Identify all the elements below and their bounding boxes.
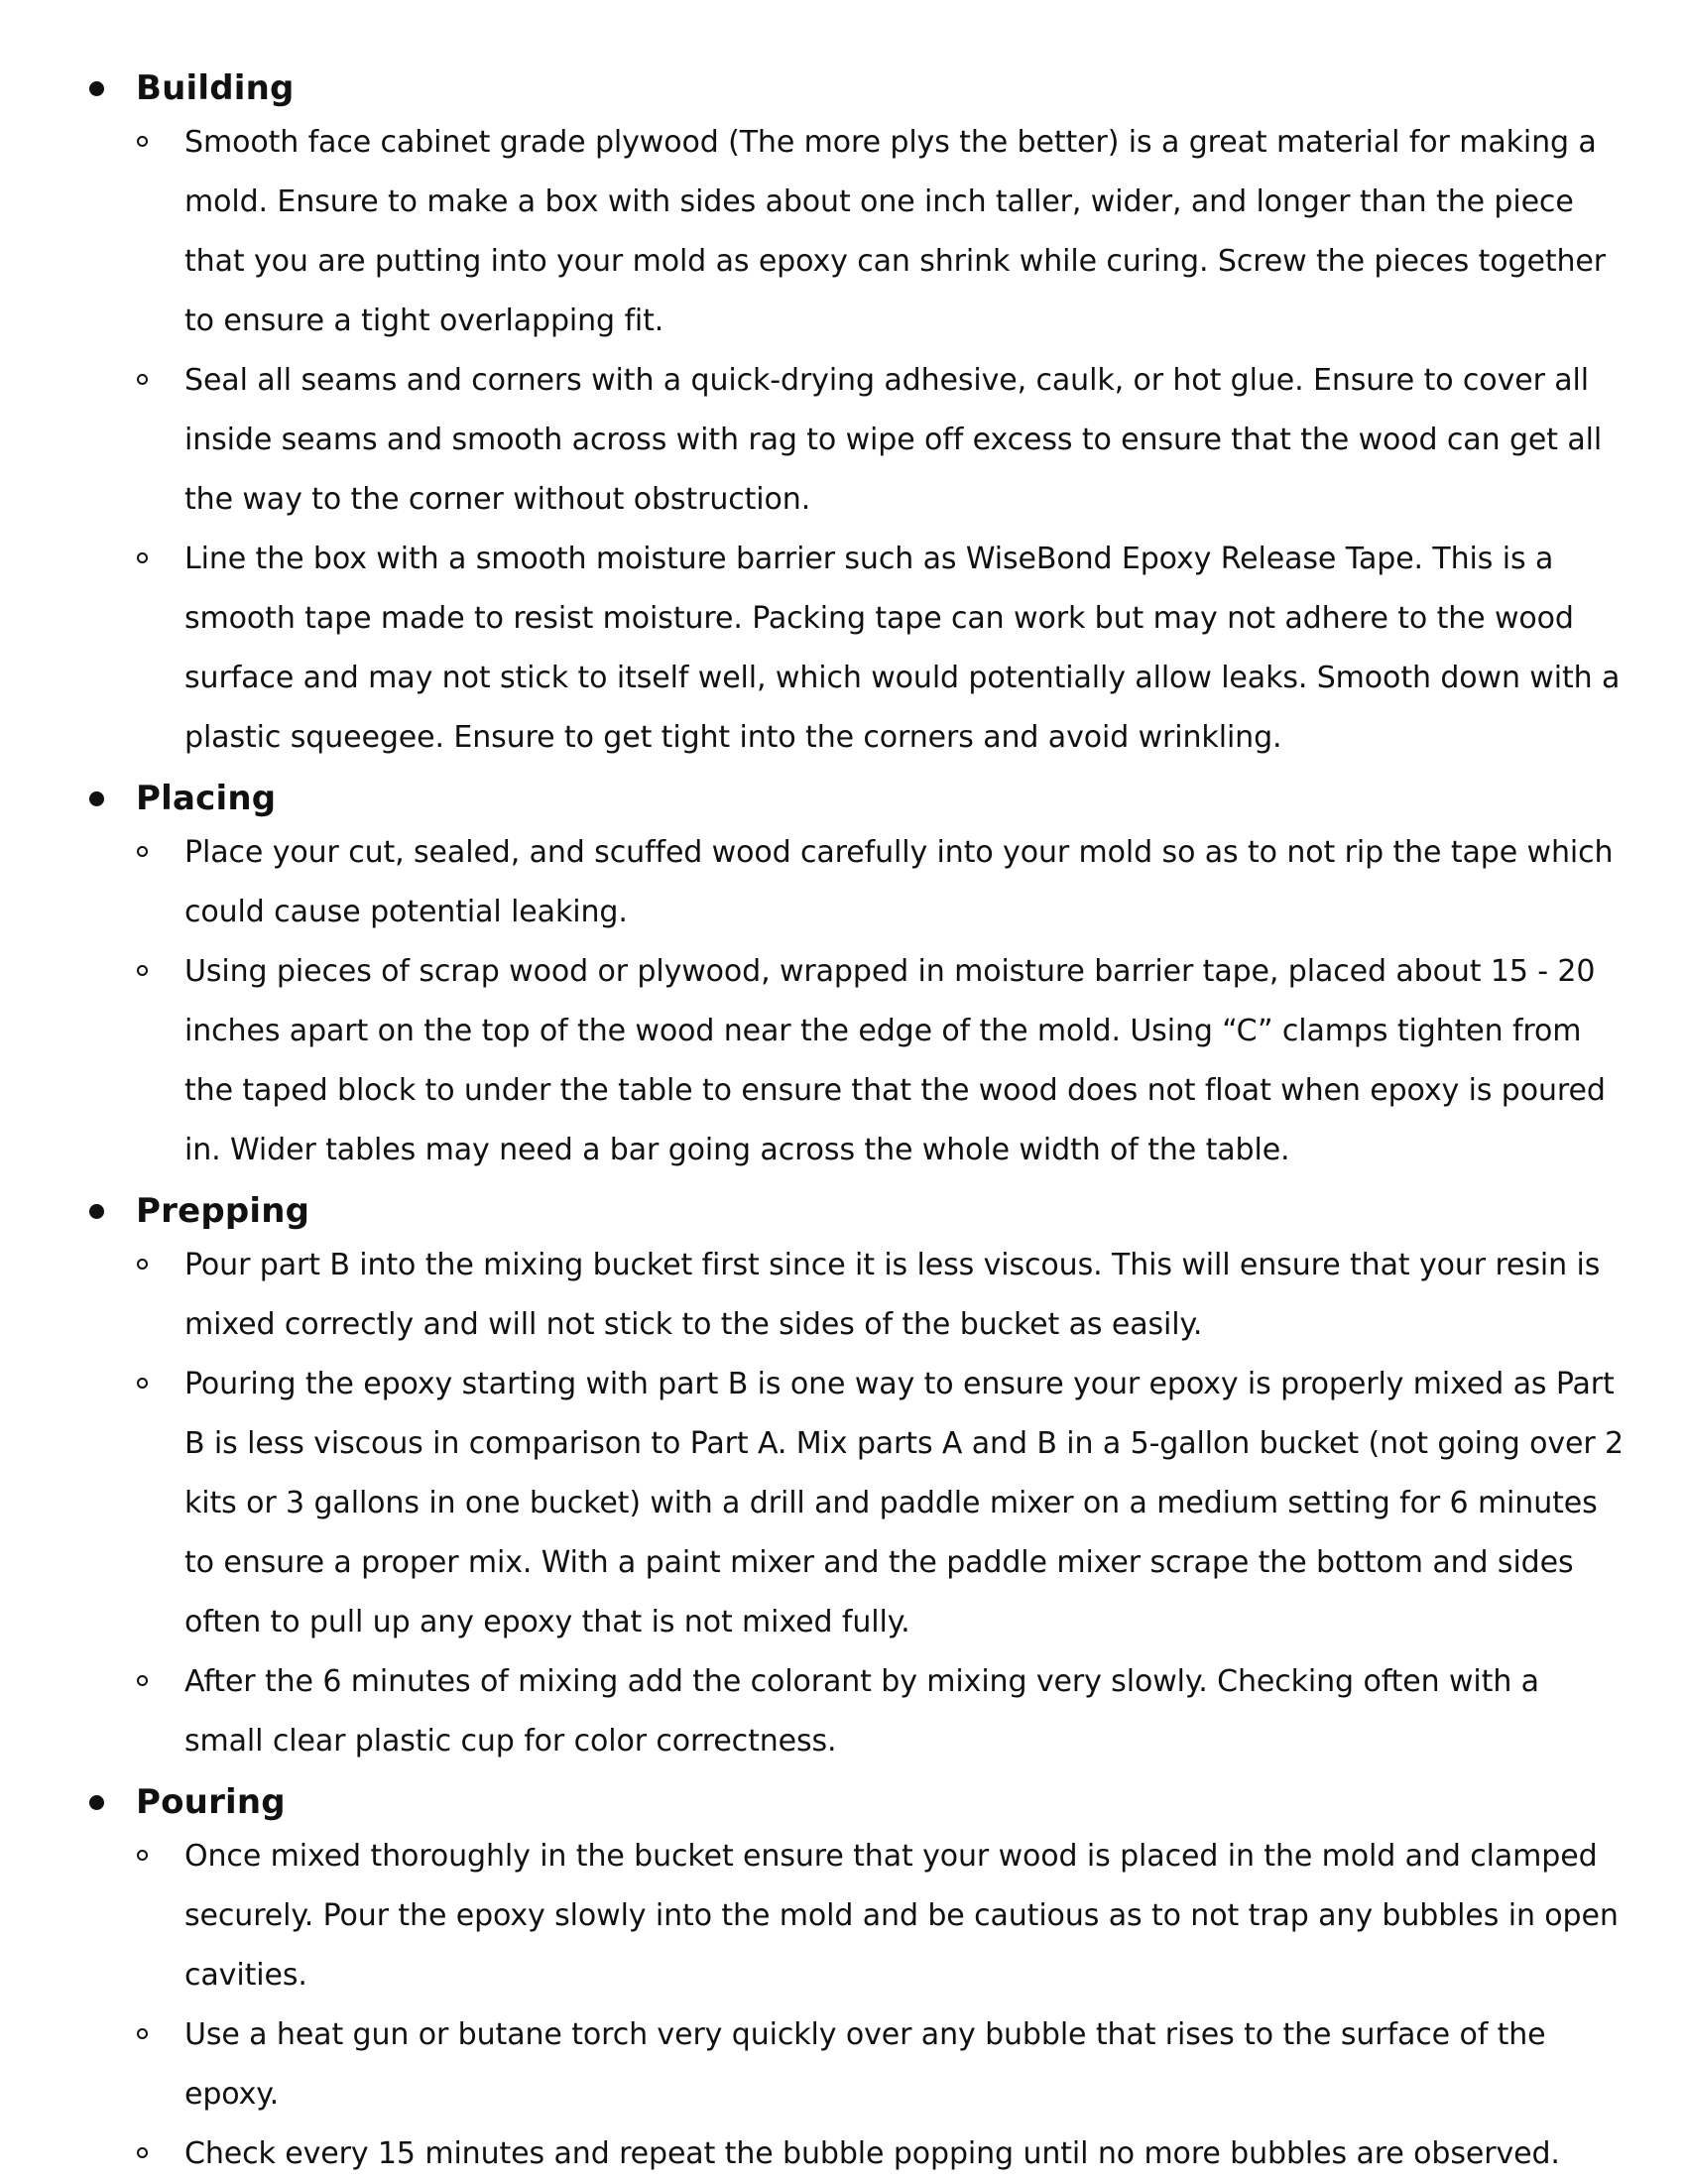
list-item (89, 1827, 1626, 2005)
list-item-text: Use a heat gun or butane torch very quickly over any bubble that rises to the surface of the epoxy. (184, 2017, 1546, 2112)
section-items (89, 1827, 1626, 2184)
list-item (89, 942, 1626, 1180)
list-item-text: After the 6 minutes of mixing add the colorant by mixing very slowly. Checking often with a small clear plastic cup for color correctness. (184, 1664, 1539, 1759)
section-title: Prepping (136, 1191, 310, 1231)
list-item (89, 530, 1626, 768)
list-item (89, 1355, 1626, 1652)
list-item (89, 1236, 1626, 1355)
section-title: Placing (136, 779, 277, 818)
bullet-circle-icon (137, 846, 148, 857)
list-item-text: Pouring the epoxy starting with part B is one way to ensure your epoxy is properly mixed as Part B is less viscous in comparison to Part A. Mix parts A and B in a 5-gallon bucket (not going over 2 kits or 3 gallons in one bucket) with a drill and paddle mixer on a medium setting for 6 minutes to ensure a proper mix. With a paint mixer and the paddle mixer scrape the bottom and sides often to pull up any epoxy that is not mixed fully. (184, 1367, 1625, 1639)
section-prepping (89, 1186, 1626, 1771)
list-item-text: Using pieces of scrap wood or plywood, wrapped in moisture barrier tape, placed about 15 - 20 inches apart on the top of the wood near the edge of the mold. Using “C” clamps tighten from the taped block to under the table to ensure that the wood does not float when epoxy is poured in. Wider tables may need a bar going across the whole width of the table. (184, 954, 1606, 1167)
bullet-circle-icon (137, 1850, 148, 1861)
section-heading (89, 1186, 1626, 1236)
list-item (89, 823, 1626, 942)
section-heading (89, 1777, 1626, 1827)
section-title: Building (136, 68, 295, 108)
list-item-text: Once mixed thoroughly in the bucket ensure that your wood is placed in the mold and clamped securely. Pour the epoxy slowly into the mold and be cautious as to not trap any bubbles in open cavities. (184, 1839, 1619, 1993)
section-items (89, 823, 1626, 1180)
bullet-circle-icon (137, 2028, 148, 2039)
section-items (89, 113, 1626, 768)
bullet-disc-icon (89, 81, 104, 96)
bullet-disc-icon (89, 1795, 104, 1810)
bullet-circle-icon (137, 552, 148, 563)
list-item-text: Smooth face cabinet grade plywood (The more plys the better) is a great material for making a mold. Ensure to make a box with sides about one inch taller, wider, and longer than the piece that you are putting into your mold as epoxy can shrink while curing. Screw the pieces together to ensure a tight overlapping fit. (184, 125, 1607, 338)
bullet-circle-icon (137, 1259, 148, 1270)
section-placing (89, 774, 1626, 1180)
list-item-text: Place your cut, sealed, and scuffed wood carefully into your mold so as to not rip the tape which could cause potential leaking. (184, 835, 1614, 929)
bullet-disc-icon (89, 791, 104, 806)
section-heading (89, 63, 1626, 113)
bullet-circle-icon (137, 1675, 148, 1686)
list-item-text: Line the box with a smooth moisture barrier such as WiseBond Epoxy Release Tape. This is a smooth tape made to resist moisture. Packing tape can work but may not adhere to the wood surface and may not stick to itself well, which would potentially allow leaks. Smooth down with a plastic squeegee. Ensure to get tight into the corners and avoid wrinkling. (184, 542, 1621, 755)
section-building (89, 63, 1626, 768)
list-item (89, 2124, 1626, 2184)
list-item-text: Check every 15 minutes and repeat the bubble popping until no more bubbles are observed. (184, 2136, 1560, 2171)
list-item (89, 1652, 1626, 1771)
bullet-circle-icon (137, 1378, 148, 1389)
section-pouring (89, 1777, 1626, 2184)
section-items (89, 1236, 1626, 1771)
bullet-disc-icon (89, 1204, 104, 1219)
list-item (89, 2005, 1626, 2124)
section-title: Pouring (136, 1782, 286, 1822)
list-item (89, 351, 1626, 530)
section-heading (89, 774, 1626, 823)
bullet-circle-icon (137, 374, 148, 385)
bullet-circle-icon (137, 2147, 148, 2158)
bullet-circle-icon (137, 965, 148, 976)
list-item (89, 113, 1626, 351)
bullet-circle-icon (137, 136, 148, 147)
list-item-text: Pour part B into the mixing bucket first since it is less viscous. This will ensure that your resin is mixed correctly and will not stick to the sides of the bucket as easily. (184, 1248, 1601, 1342)
list-item-text: Seal all seams and corners with a quick-drying adhesive, caulk, or hot glue. Ensure to cover all inside seams and smooth across with rag to wipe off excess to ensure that the wood can get all the way to the corner without obstruction. (184, 363, 1603, 517)
